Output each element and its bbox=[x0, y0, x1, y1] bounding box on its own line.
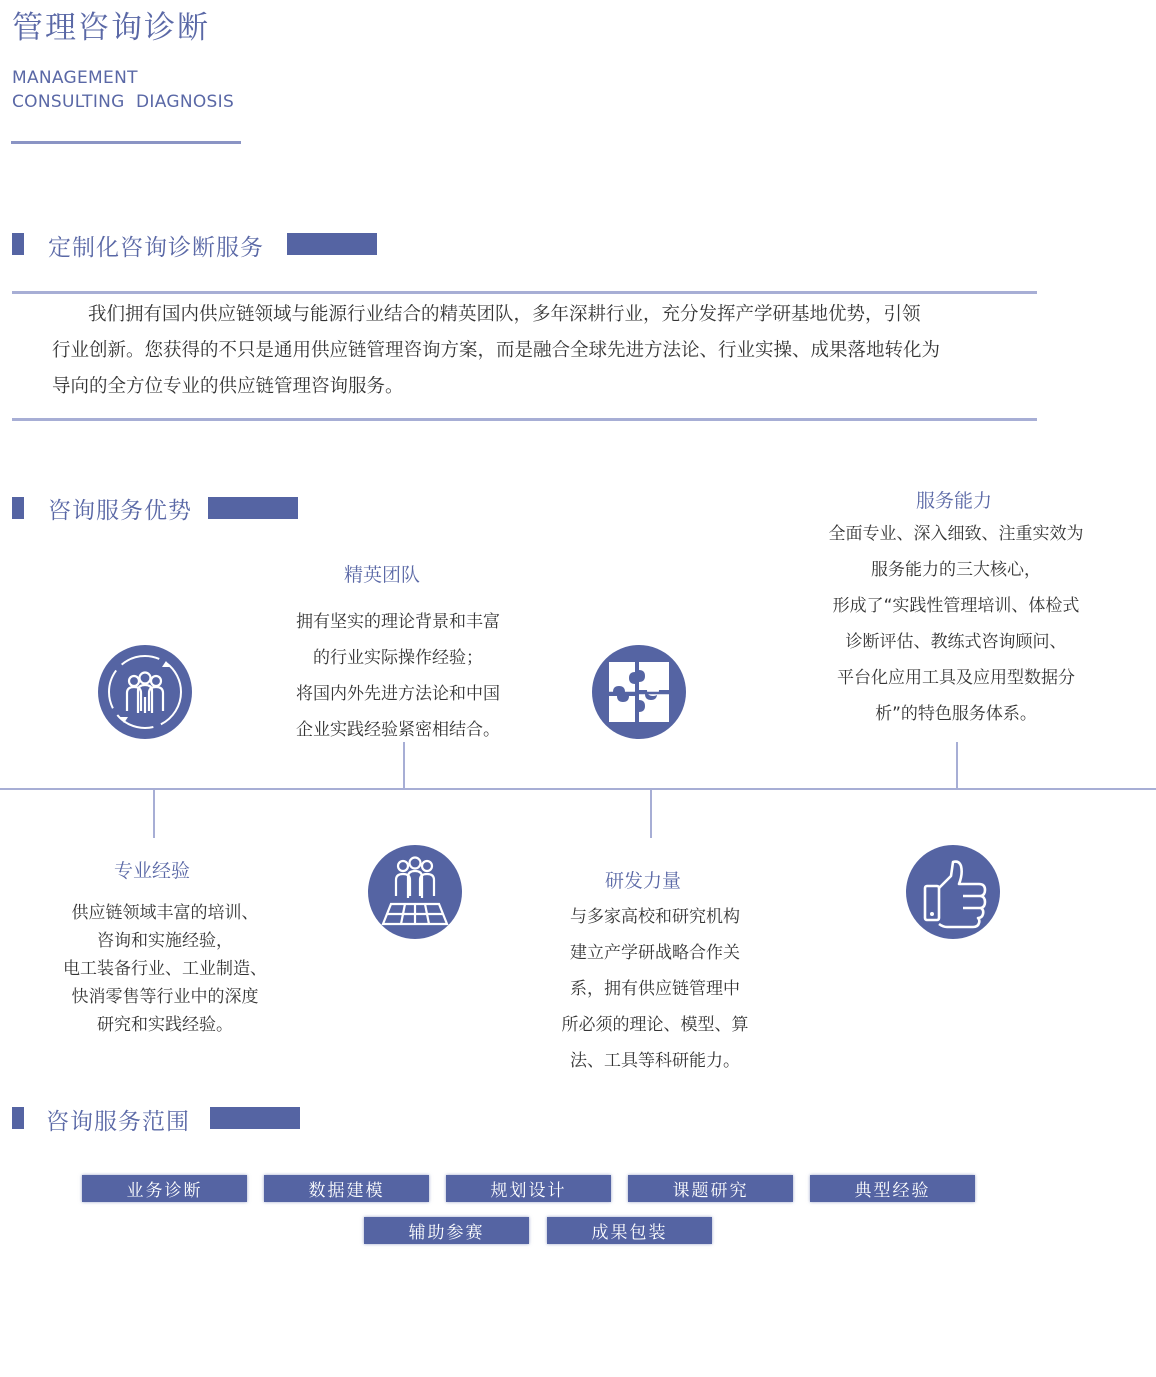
advantage-desc-line: 析”的特色服务体系。 bbox=[875, 704, 1037, 724]
advantage-desc-capability bbox=[816, 516, 1096, 732]
scope-button-competition-support[interactable]: 辅助参赛 bbox=[364, 1217, 529, 1244]
title-divider bbox=[11, 141, 241, 144]
section-title-block bbox=[208, 497, 298, 519]
advantage-desc-line: 将国内外先进方法论和中国 bbox=[296, 684, 500, 704]
advantage-desc-line: 形成了“实践性管理培训、体检式 bbox=[832, 596, 1080, 616]
page-title: 管理咨询诊断 bbox=[12, 10, 210, 46]
people-platform-icon bbox=[368, 845, 462, 939]
section-title-block bbox=[210, 1107, 300, 1129]
section-marker bbox=[12, 1107, 24, 1129]
section-title-advantage: 咨询服务优势 bbox=[48, 498, 192, 524]
scope-button-topic-research[interactable]: 课题研究 bbox=[628, 1175, 793, 1202]
advantage-desc-line: 企业实践经验紧密相结合。 bbox=[296, 720, 500, 740]
intro-paragraph bbox=[52, 297, 1022, 405]
advantage-desc-line: 与多家高校和研究机构 bbox=[570, 907, 740, 927]
advantage-desc-line: 法、工具等科研能力。 bbox=[570, 1051, 740, 1071]
section-title-custom: 定制化咨询诊断服务 bbox=[48, 235, 264, 261]
team-circle-icon-svg bbox=[104, 651, 186, 733]
advantage-title-experience: 专业经验 bbox=[113, 860, 190, 882]
advantage-desc-line: 所必须的理论、模型、算 bbox=[561, 1015, 749, 1035]
timeline-tick bbox=[650, 790, 652, 838]
team-circle-icon bbox=[98, 645, 192, 739]
timeline-tick bbox=[956, 742, 958, 790]
thumbs-up-icon-svg bbox=[913, 852, 993, 932]
page-subtitle-en bbox=[12, 66, 234, 114]
advantage-title-rd: 研发力量 bbox=[604, 870, 681, 892]
section-title-scope: 咨询服务范围 bbox=[46, 1109, 190, 1135]
advantage-desc-line: 系，拥有供应链管理中 bbox=[570, 979, 740, 999]
thumbs-up-icon bbox=[906, 845, 1000, 939]
advantage-desc-line: 咨询和实施经验， bbox=[97, 931, 233, 951]
scope-button-data-modeling[interactable]: 数据建模 bbox=[264, 1175, 429, 1202]
timeline-tick bbox=[153, 790, 155, 838]
advantage-desc-line: 电工装备行业、工业制造、 bbox=[63, 959, 267, 979]
advantage-desc-line: 平台化应用工具及应用型数据分 bbox=[837, 668, 1075, 688]
advantage-title-capability: 服务能力 bbox=[915, 490, 992, 512]
timeline-tick bbox=[403, 742, 405, 790]
intro-line: 我们拥有国内供应链领域与能源行业结合的精英团队，多年深耕行业，充分发挥产学研基地优势，引领 bbox=[88, 304, 921, 325]
advantage-desc-line: 服务能力的三大核心， bbox=[871, 560, 1041, 580]
advantage-desc-elite-team bbox=[270, 604, 526, 748]
puzzle-icon-svg bbox=[599, 652, 679, 732]
advantage-desc-line: 的行业实际操作经验； bbox=[313, 648, 483, 668]
advantage-desc-line: 全面专业、深入细致、注重实效为 bbox=[828, 524, 1084, 544]
puzzle-icon bbox=[592, 645, 686, 739]
intro-line: 行业创新。您获得的不只是通用供应链管理咨询方案，而是融合全球先进方法论、行业实操、成果落地转化为 bbox=[52, 340, 941, 361]
subtitle-line-2: CONSULTING DIAGNOSIS bbox=[12, 92, 235, 112]
section-marker bbox=[12, 497, 24, 519]
paragraph-bottom-rule bbox=[12, 418, 1037, 421]
scope-button-business-diagnosis[interactable]: 业务诊断 bbox=[82, 1175, 247, 1202]
subtitle-line-1: MANAGEMENT bbox=[12, 68, 138, 88]
advantage-desc-line: 研究和实践经验。 bbox=[97, 1015, 233, 1035]
section-marker bbox=[12, 233, 24, 255]
advantage-desc-line: 建立产学研战略合作关 bbox=[570, 943, 740, 963]
advantage-desc-line: 快消零售等行业中的深度 bbox=[71, 987, 259, 1007]
advantage-desc-line: 拥有坚实的理论背景和丰富 bbox=[296, 612, 500, 632]
advantage-desc-line: 诊断评估、教练式咨询顾问、 bbox=[845, 632, 1067, 652]
advantage-desc-rd bbox=[540, 899, 770, 1079]
intro-line: 导向的全方位专业的供应链管理咨询服务。 bbox=[52, 376, 404, 397]
timeline bbox=[0, 788, 1156, 790]
advantage-desc-line: 供应链领域丰富的培训、 bbox=[71, 903, 259, 923]
advantage-title-elite-team: 精英团队 bbox=[343, 564, 420, 586]
scope-button-planning-design[interactable]: 规划设计 bbox=[446, 1175, 611, 1202]
scope-button-typical-experience[interactable]: 典型经验 bbox=[810, 1175, 975, 1202]
scope-button-result-packaging[interactable]: 成果包装 bbox=[547, 1217, 712, 1244]
people-platform-icon-svg bbox=[375, 852, 455, 932]
section-title-block bbox=[287, 233, 377, 255]
advantage-desc-experience bbox=[40, 899, 290, 1039]
paragraph-top-rule bbox=[12, 291, 1037, 294]
